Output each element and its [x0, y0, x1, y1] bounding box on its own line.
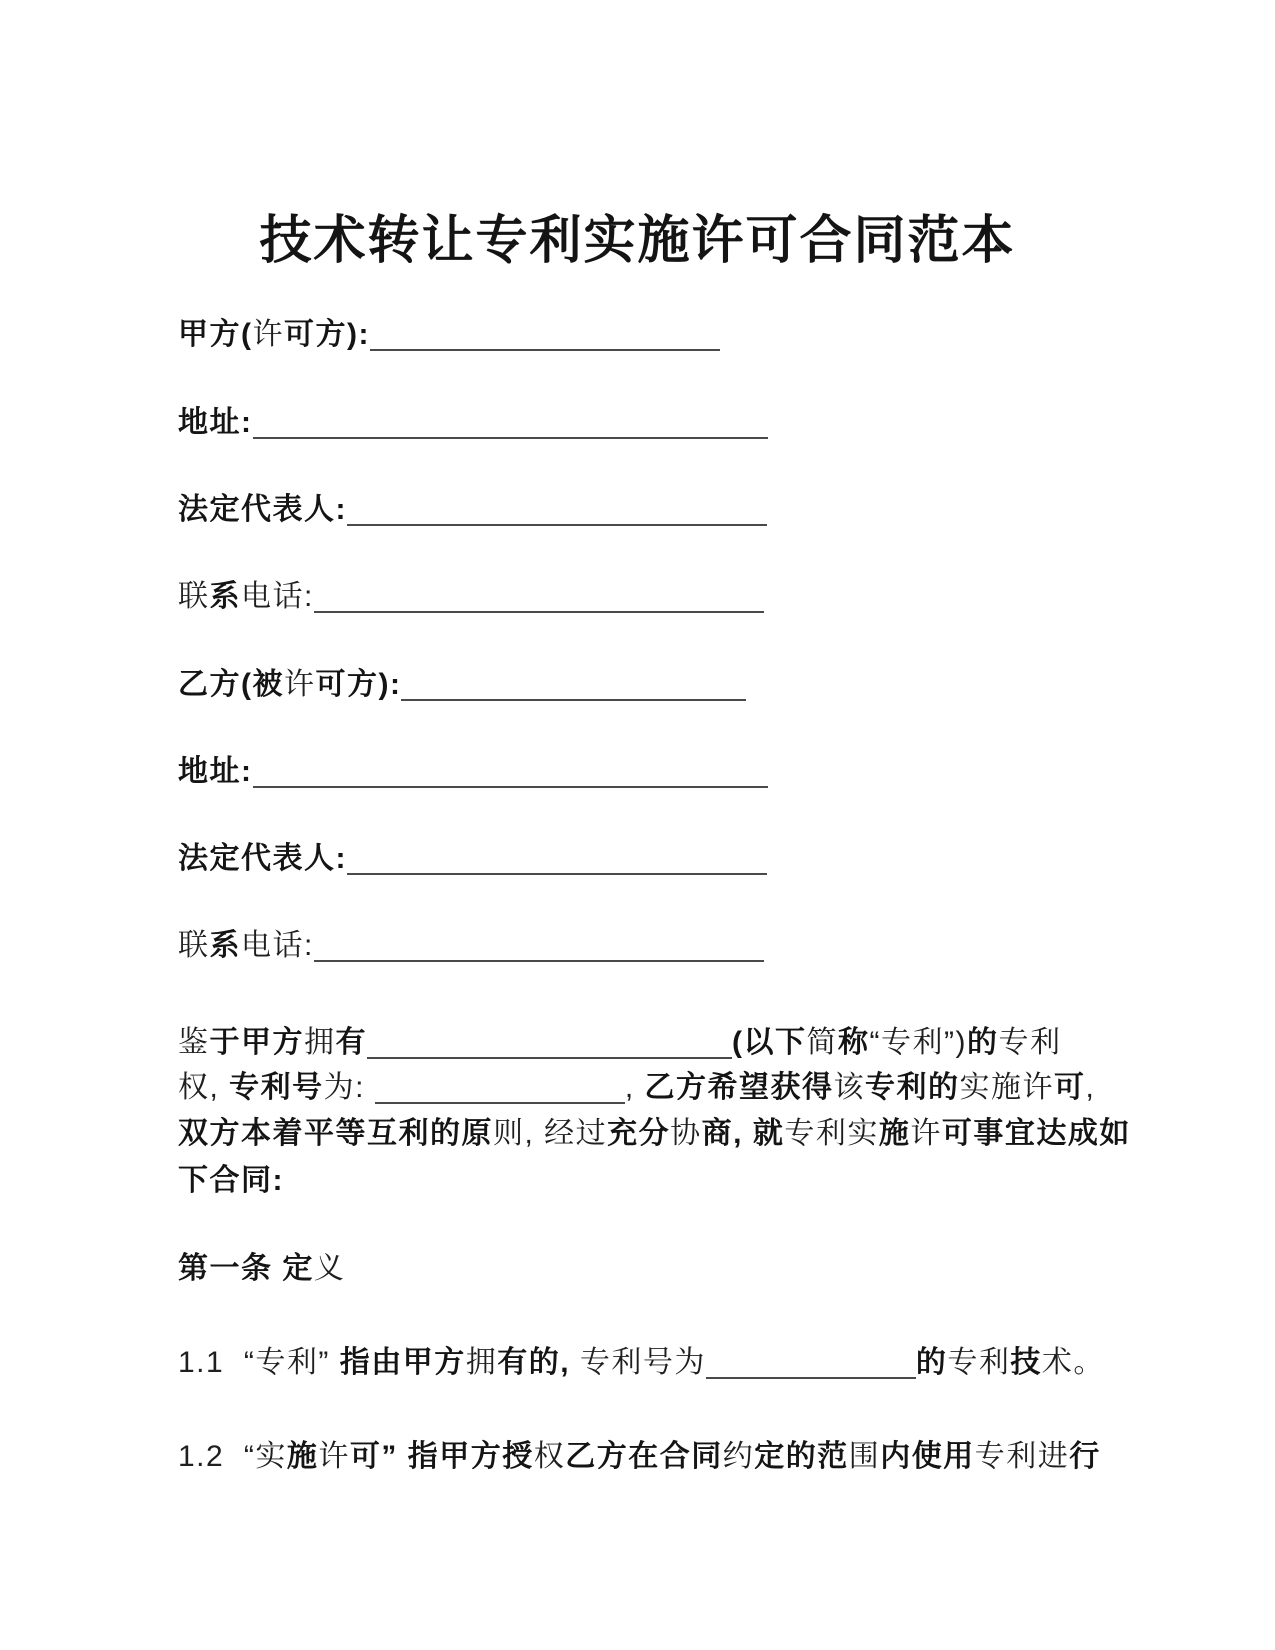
- text-run: 许: [318, 1440, 350, 1473]
- text-run: 1.2 “实: [178, 1440, 287, 1473]
- text-run: 系: [209, 929, 241, 962]
- text-run: 于甲方: [209, 1026, 304, 1059]
- text-run: 专利: [998, 1026, 1062, 1059]
- text-run: 许: [252, 318, 284, 351]
- text-run: 进: [1037, 1440, 1070, 1473]
- text-run: 则,: [493, 1117, 545, 1150]
- text-run: 拥: [465, 1346, 498, 1379]
- preamble-line-1: [178, 1024, 1061, 1062]
- text-run: 可事宜达成如: [941, 1117, 1131, 1150]
- text-run: 可: [1054, 1071, 1086, 1104]
- fill-in-blank: [253, 785, 768, 788]
- text-run: 简: [806, 1026, 838, 1059]
- fill-in-blank: [314, 959, 764, 962]
- text-run: 可方):: [284, 318, 370, 351]
- field-legal-representative-b: [178, 840, 767, 878]
- text-run: “专利”): [869, 1026, 967, 1059]
- field-phone-b: [178, 927, 764, 965]
- text-run: 权,: [178, 1071, 230, 1104]
- text-run: 乙方(被: [178, 668, 284, 701]
- fill-in-blank: [347, 872, 767, 875]
- field-phone-a: [178, 578, 764, 616]
- field-legal-representative-a: [178, 491, 767, 529]
- text-run: 内使用: [880, 1440, 975, 1473]
- text-run: 的: [915, 1346, 948, 1379]
- fill-in-blank: [401, 698, 746, 701]
- text-run: 专利号: [229, 1071, 324, 1104]
- text-run: 专利: [947, 1346, 1011, 1379]
- text-run: 权: [533, 1440, 566, 1473]
- fill-in-blank: [347, 523, 767, 526]
- text-run: 甲方(: [178, 318, 253, 351]
- fill-in-blank: [706, 1376, 916, 1379]
- document-title: 技术转让专利实施许可合同范本: [259, 213, 1016, 270]
- text-run: 行: [1069, 1440, 1101, 1473]
- text-run: 称: [838, 1026, 870, 1059]
- text-run: 电话:: [241, 580, 314, 613]
- text-run: 许: [1022, 1071, 1055, 1104]
- text-run: 第一条 定: [178, 1252, 314, 1285]
- text-run: 定的范: [754, 1440, 849, 1473]
- text-run: 法定代表人:: [178, 842, 347, 875]
- text-run: 为:: [323, 1071, 375, 1104]
- text-run: 技: [1010, 1346, 1042, 1379]
- text-run: 下合同:: [178, 1164, 284, 1197]
- text-run: 法定代表人:: [178, 493, 347, 526]
- text-run: 地址:: [178, 755, 253, 788]
- text-run: 联: [178, 580, 210, 613]
- text-run: 乙方希望获得: [644, 1071, 834, 1104]
- text-run: 充分: [607, 1117, 671, 1150]
- text-run: 术: [1041, 1346, 1074, 1379]
- fill-in-blank: [375, 1101, 625, 1104]
- text-run: (以下: [732, 1026, 807, 1059]
- text-run: 可方):: [315, 668, 402, 701]
- text-run: 经过: [544, 1117, 608, 1150]
- text-run: 专利: [784, 1117, 848, 1150]
- fill-in-blank: [370, 348, 720, 351]
- text-run: 专利的: [865, 1071, 960, 1104]
- text-run: 。: [1073, 1346, 1105, 1379]
- text-run: 有: [335, 1026, 367, 1059]
- text-run: ,: [1085, 1071, 1096, 1104]
- preamble-line-4: [178, 1162, 284, 1200]
- clause-1-2: [178, 1438, 1101, 1476]
- text-run: 实: [847, 1117, 879, 1150]
- text-run: 指由甲方: [339, 1346, 466, 1379]
- text-run: 电话:: [241, 929, 314, 962]
- text-run: 许: [910, 1117, 942, 1150]
- text-run: 地址:: [178, 406, 253, 439]
- text-run: 施: [878, 1117, 911, 1150]
- text-run: 可” 指甲方授: [349, 1440, 534, 1473]
- text-run: 专利: [974, 1440, 1038, 1473]
- clause-1-1: [178, 1344, 1105, 1382]
- text-run: 双方本着平等互利的原: [178, 1117, 493, 1150]
- fill-in-blank: [314, 610, 764, 613]
- text-run: 商, 就: [701, 1117, 785, 1150]
- text-run: 1.1 “专利”: [178, 1346, 340, 1379]
- field-address-b: [178, 753, 768, 791]
- text-run: 义: [313, 1252, 346, 1285]
- text-run: 系: [209, 580, 241, 613]
- field-party-a-licensor: [178, 316, 720, 354]
- text-run: 乙方在合同: [565, 1440, 723, 1473]
- text-run: 专利号为: [579, 1346, 706, 1379]
- text-run: 实施: [959, 1071, 1023, 1104]
- text-run: 约: [722, 1440, 755, 1473]
- field-address-a: [178, 404, 768, 442]
- text-run: 联: [178, 929, 210, 962]
- text-run: 许: [284, 668, 316, 701]
- field-party-b-licensee: [178, 666, 746, 704]
- text-run: 拥: [304, 1026, 336, 1059]
- text-run: 的: [966, 1026, 999, 1059]
- text-run: 施: [286, 1440, 319, 1473]
- fill-in-blank: [253, 436, 768, 439]
- text-run: 协: [670, 1117, 702, 1150]
- preamble-line-3: [178, 1115, 1131, 1153]
- text-run: ,: [624, 1071, 645, 1104]
- text-run: 鉴: [178, 1026, 210, 1059]
- article-1-heading: [178, 1250, 345, 1288]
- text-run: 有的,: [497, 1346, 580, 1379]
- fill-in-blank: [367, 1056, 732, 1059]
- text-run: 围: [848, 1440, 881, 1473]
- text-run: 该: [833, 1071, 866, 1104]
- preamble-line-2: [178, 1069, 1095, 1107]
